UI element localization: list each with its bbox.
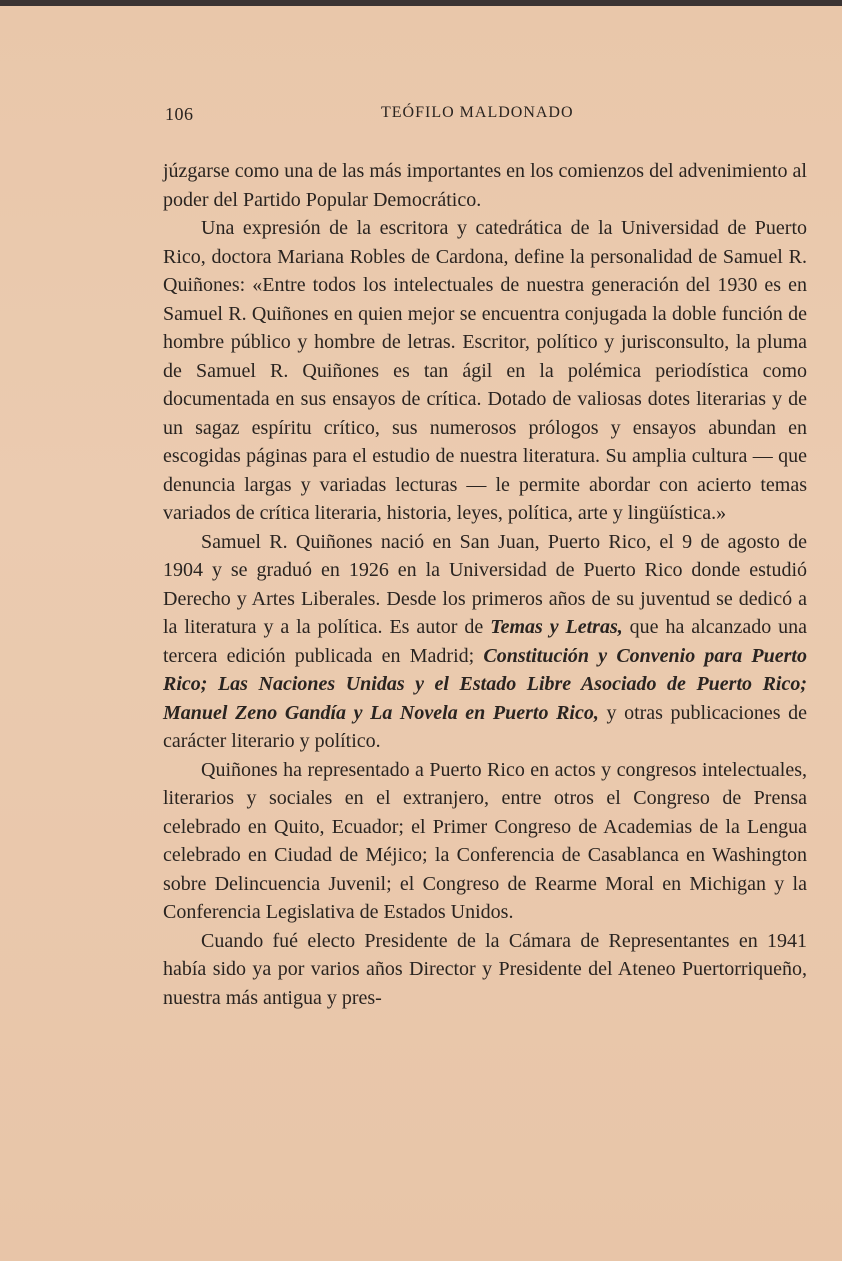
paragraph-3 (163, 528, 807, 756)
book-title: Temas y Letras, (490, 616, 623, 638)
paragraph-1 (163, 157, 807, 214)
text-run: Samuel R. Quiñones nació en San Juan, Puerto Rico, el 9 de agosto de 1904 y se graduó en 1926 en la Universidad de Puerto Rico donde estudió Derecho y Artes Liberales. Desde los primeros años de su juventud se dedicó a la literatura y a la política. Es autor de (163, 530, 807, 638)
text-run: Una expresión de la escritora y catedrática de la Universidad de Puerto Rico, doctora Mariana Robles de Cardona, define la personalidad de Samuel R. Quiñones: «Entre todos los intelectuales de nuestra generación del 1930 es en Samuel R. Quiñones en quien mejor se encuentra conjugada la doble función de hombre público y hombre de letras. Escritor, político y jurisconsulto, la pluma de Samuel R. Quiñones es tan ágil en la polémica periodística como documentada en sus ensayos de crítica. Dotado de valiosas dotes literarias y de un sagaz espíritu crítico, sus numerosos prólogos y ensayos abundan en escogidas páginas para el estudio de nuestra literatura. Su amplia cultura — que denuncia largas y variadas lecturas — le permite abordar con acierto temas variados de crítica literaria, historia, leyes, política, arte y lingüística.» (163, 217, 807, 524)
text-run: que ha alcanzado una tercera edición publicada en Madrid; (163, 616, 807, 667)
paragraph-5 (163, 927, 807, 1013)
running-title: TEÓFILO MALDONADO (381, 104, 574, 121)
paragraph-2 (163, 214, 807, 528)
text-run: y otras publicaciones de carácter literario y político. (163, 701, 808, 752)
page-number: 106 (165, 104, 194, 124)
text-run: Cuando fué electo Presidente de la Cámara de Representantes en 1941 había sido ya por varios años Director y Presidente del Ateneo Puertorriqueño, nuestra más antigua y pres- (163, 929, 807, 1009)
body-text (163, 157, 807, 1012)
text-run: Quiñones ha representado a Puerto Rico en actos y congresos intelectuales, literarios y sociales en el extranjero, entre otros el Congreso de Prensa celebrado en Quito, Ecuador; el Primer Congreso de Academias de la Lengua celebrado en Ciudad de Méjico; la Conferencia de Casablanca en Washington sobre Delincuencia Juvenil; el Congreso de Rearme Moral en Michigan y la Conferencia Legislativa de Estados Unidos. (163, 758, 807, 923)
paragraph-4 (163, 756, 807, 927)
book-titles: Constitución y Convenio para Puerto Rico; Las Naciones Unidas y el Estado Libre Asociado de Puerto Rico; Manuel Zeno Gandía y La Novela en Puerto Rico, (163, 644, 807, 724)
text-run: júzgarse como una de las más importantes en los comienzos del advenimiento al poder del Partido Popular Democrático. (163, 160, 807, 211)
